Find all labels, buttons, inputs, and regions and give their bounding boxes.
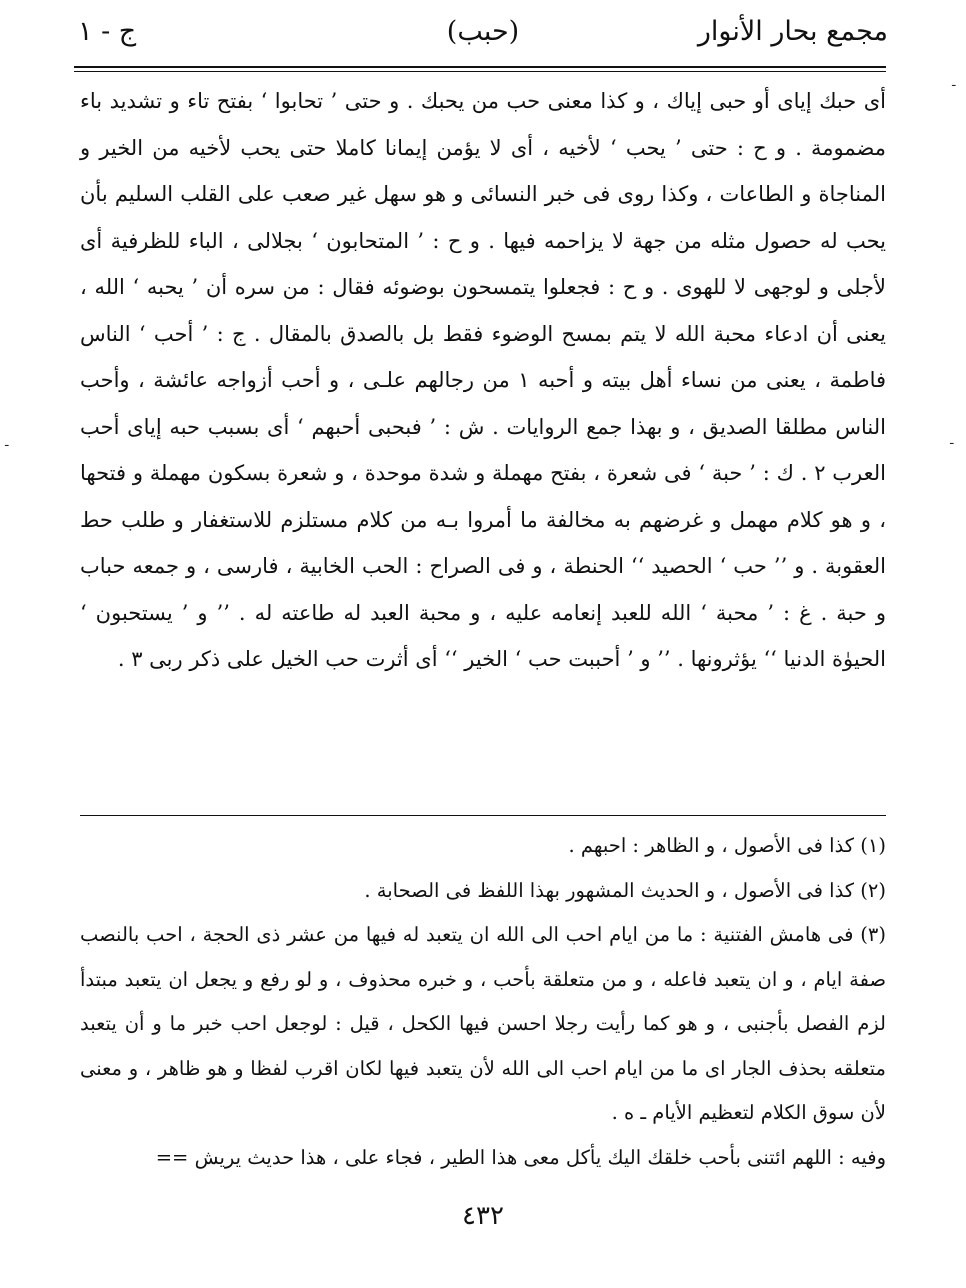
footnote-separator — [80, 815, 886, 816]
header-rule-thick — [74, 66, 886, 68]
running-header — [78, 16, 888, 58]
footnote-1: (١) كذا فى الأصول ، و الظاهر : احبهم . — [568, 834, 886, 857]
body-paragraph: أى حبك إياى أو حبى إياك ، و كذا معنى حب من يحبك . و حتى ’ تحابوا ‘ بفتح تاء و تشديد باء مضمومة . و ح : حتى ’ يحب ‘ لأخيه ، أى لا يؤمن إيمانا كاملا حتى يحب لأخيه من الخير و المناجاة و الطاعات ، وكذا روى فى خبر النسائى و هو سهل غير صعب على القلب السليم بأن يحب له حصول مثله من جهة لا يزاحمه فيها . و ح : ’ المتحابون ‘ بجلالى ، الباء للظرفية أى لأجلى و لوجهى لا للهوى . و ح : فجعلوا يتمسحون بوضوئه فقال : من سره أن ’ يحبه ‘ الله ، يعنى أن ادعاء محبة الله لا يتم بمسح الوضوء فقط بل بالصدق بالمقال . ج : ’ أحب ‘ الناس فاطمة ، يعنى من نساء أهل بيته و أحبه ١ من رجالهم علـى ، و أحب أزواجه عائشة ، وأحب الناس مطلقا الصديق ، و بهذا جمع الروايات . ش : ’ فبحبى أحبهم ‘ أى بسبب حبه إياى أحب العرب ٢ . ك : ’ حبة ‘ فى شعرة ، بفتح مهملة و شدة موحدة ، و شعرة بسكون مهملة و فتحها ، و هو كلام مهمل و غرضهم به مخالفة ما أمروا بـه من كلام مستلزم للاستغفار و طلب حط العقوبة . و ’’ حب ‘ الحصيد ‘‘ الحنطة ، و فى الصراح : الحب الخابية ، فارسى ، و جمعه حباب و حبة . غ : ’ محبة ‘ الله للعبد إنعامه عليه ، و محبة العبد له طاعته له . ’’ و ’ يستحبون ‘ الحيوٰة الدنيا ‘‘ يؤثرونها . ’’ و ’ أحببت حب ‘ الخير ‘‘ أى أثرت حب الخيل على ذكر ربى ٣ . — [80, 89, 887, 671]
footnote-continuation: وفيه : اللهم ائتنى بأحب خلقك اليك يأكل معى هذا الطير ، فجاء على ، هذا حديث يريش == — [155, 1145, 886, 1169]
footnote-2: (٢) كذا فى الأصول ، و الحديث المشهور بهذا اللفظ فى الصحابة . — [364, 878, 886, 902]
margin-mark: ـ — [950, 433, 954, 447]
footnote-3: (٣) فى هامش الفتنية : ما من ايام احب الى الله ان يتعبد له فيها من عشر ذى الحجة ، احب بالنصب صفة ايام ، و ان يتعبد فاعله ، و من متعلقة بأحب ، و خبره محذوف ، و لو رفع و يجعل ان يتعبد مبتدأ لزم الفصل بأجنبى ، و هو كما رأيت رجلا احسن فيها الكحل ، قيل : لوجعل احب خبر ما و أن يتعبد متعلقه بحذف الجار اى ما من ايام احب الى الله لأن يتعبد فيها لكان اقرب لفظا و هو ظاهر ، و معنى لأن سوق الكلام لتعظيم الأيام ـ ه . — [80, 923, 886, 1124]
entry-heading: (حبب) — [446, 16, 520, 47]
margin-mark: ـ — [952, 75, 956, 89]
book-title: مجمع بحار الأنوار — [697, 16, 888, 47]
margin-mark: ـ — [5, 435, 9, 449]
footnotes — [80, 824, 886, 1180]
volume-number: ج - ١ — [78, 16, 137, 47]
main-text — [80, 78, 886, 683]
header-rule-thin — [74, 71, 886, 72]
page-number: ٤٣٢ — [462, 1201, 504, 1231]
